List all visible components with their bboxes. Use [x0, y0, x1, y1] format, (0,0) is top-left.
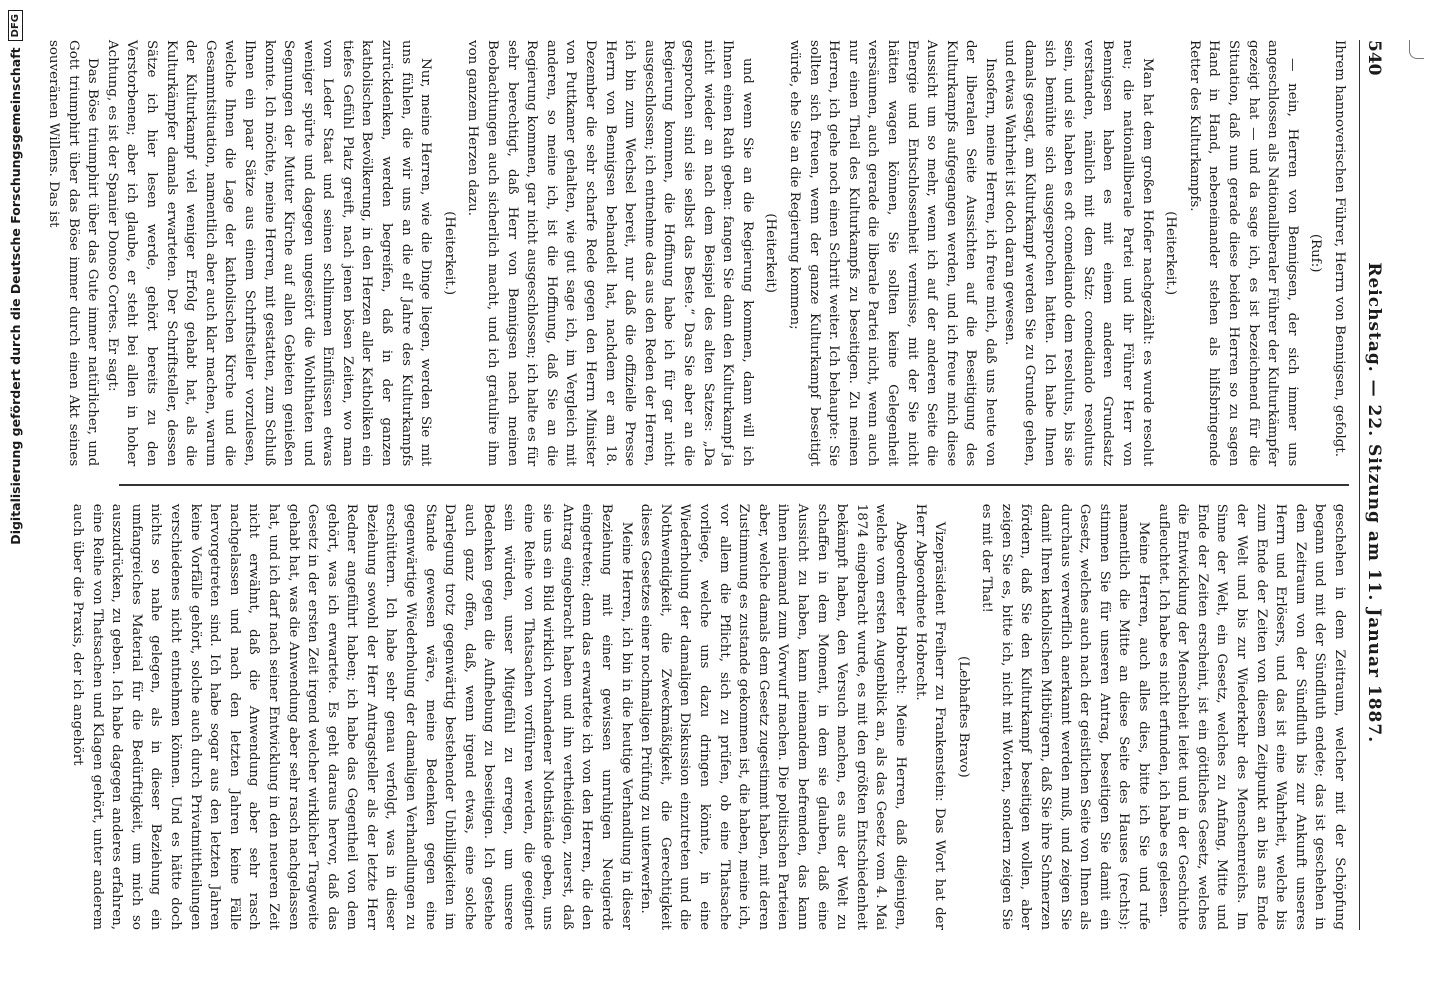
paragraph: Meine Herren, auch alles dies, bitte ich Sie und rufe namentlich die Mitte an diese Seite des Hauses (rechts): stimmen Sie für unseren Antrag, beseitigen Sie damit ein Gesetz, welches auch nach der geistlichen Seite von Ihnen als durchaus verwerflich anerkannt werden muß, und zeigen Sie damit Ihren katholischen Mitbürgern, daß Sie ihre Schmerzen fördern, daß Sie den Kulturkampf beseitigen wollen, aber zeigen Sie es, bitte ich, nicht mit Worten, sondern zeigen Sie es mit der That! — [979, 503, 1152, 930]
paragraph: geschehen in dem Zeitraum, welcher mit der Schöpfung begann und mit der Sündfluth endete; das ist geschehen in dem Zeitraum von der Sündfluth bis zur Ankunft unseres Herrn und Erlösers, und das ist eine Wahrheit, welche bis zum Ende der Zeiten von diesem Zeitpunkt an bis ans Ende der Welt und bis zur Wiederkehr des Menschenreichs. Im Sinne der Welt, ein Gesetz, welches zu Anfang, Mitte und Ende der Zeiten erscheint, ist ein göttliches Gesetz, welches die Entwicklung der Menschheit leitet und in der Geschichte aufleuchtet. Ich habe es nicht erfunden, ich habe es gelesen. — [1155, 503, 1347, 930]
page-title: Reichstag. — 22. Sitzung am 11. Januar 1887. — [1364, 262, 1384, 744]
stage-direction: (Lebhaftes Bravo) — [955, 656, 971, 778]
running-head — [1359, 40, 1392, 930]
dfg-logo-icon: DFG — [8, 10, 23, 41]
text-columns — [46, 40, 1349, 930]
stage-direction: (Heiterkeit) — [763, 213, 779, 293]
paragraph: Man hat dem großen Hofier nachgezählt: es wurde resolut neu; die nationalliberale Partei und ihr Führer Herr von Bennigsen haben es mit einem anderen Grundsatz verstanden, nämlich mit dem Satz: comediando resolutus sein, und sie haben es oft comediando dem resolutus, bis sie sich bemühte sich ausgesprochen hatten. Ich habe Ihnen damals gesagt, am Kulturkampf werden Sie zu Grunde gehen, und etwas Wahrheit ist doch daran gewesen. — [1002, 40, 1155, 467]
paragraph: und wenn Sie an die Regierung kommen, dann will ich Ihnen einen Rath geben: fangen Sie dann den Kulturkampf ja nicht wieder an nach dem Beispiel des alten Satzes: „Da gesprochen sind sie selbst das Beste.“ Das Sie aber an die Regierung kommen, die Hoffnung habe ich für gar nicht ausgeschlossen; ich entnehme das aus den Reden der Herren, ich bin zum Wechsel bereit, nur daß die offizielle Presse Herrn von Bennigsen behandelt hat, nachdem er am 18. Dezember die sehr scharfe Rede gegen den Herrn Minister von Puttkamer gehalten, wie gut sage ich, im Vergleich mit anderen, so meine ich, ist die Hoffnung, daß Sie an die Regierung kommen, gar nicht ausgeschlossen; ich halte es für sehr berechtigt, daß Herr von Bennigsen nach meinen Beobachtungen auch sicherlich macht, und ich gratulire ihm von ganzem Herzen dazu. — [465, 40, 755, 467]
rotated-document — [46, 0, 1432, 960]
left-column — [46, 40, 1349, 467]
stage-direction: (Heiterkeit.) — [1163, 211, 1179, 296]
page-number: 540 — [1364, 40, 1384, 76]
binding-mark-icon — [1409, 40, 1424, 59]
paragraph: Vizepräsident Freiherr zu Frankenstein: Das Wort hat der Herr Abgeordnete Hobrecht. — [912, 503, 948, 930]
stage-direction: (Ruf:) — [1308, 233, 1324, 273]
right-column — [70, 503, 1349, 930]
paragraph: Das Böse triumphirt über das Gute immer natürlicher, und Gott triumphirt über das Böse immer durch einen Akt seines souveränen Willens. Das ist — [46, 40, 101, 467]
paragraph: Abgeordneter Hobrecht: Meine Herren, daß diejenigen, welche vom ersten Augenblick an, als das Gesetz vom 4. Mai 1874 eingebracht wurde, es mit den größten Entschiedenheit bekämpft haben, den Versuch machen, es aus der Welt zu schaffen in dem Moment, in dem sie glauben, daß eine Aussicht zu haben, kann niemandem befremden, das kann ihnen niemand zum Vorwurf machen. Die politischen Parteien aber, welche damals dem Gesetz zugestimmt haben, mit deren Zustimmung es zustande gekommen ist, die haben, meine ich, vor allem die Pflicht, sich zu prüfen, ob eine Thatsache vorliege, welche uns dazu dringen könnte, in eine Wiederholung der damaligen Diskussion einzutreten und die Nothwendigkeit, die Zweckmäßigkeit, die Gerechtigkeit dieses Gesetzes einer nochmaligen Prüfung zu unterwerfen. — [638, 503, 908, 930]
column-rule — [119, 484, 1349, 486]
credit-text: Digitalisierung gefördert durch die Deutsche Forschungsgemeinschaft — [7, 47, 23, 545]
paragraph: Insofern, meine Herren, ich freue mich, daß uns heute von der liberalen Seite Aussichten auf die Beseitigung des Kulturkampfs aufgegangen werden, und ich freue mich diese Aussicht um so mehr, wenn ich auf der anderen Seite die Energie und Entschlossenheit vermisse, mit der Sie nicht hätten wagen können, Sie sollten keine Gelegenheit versäumen, auch gerade die liberale Partei nicht, wenn auch nur einen Theil des Kulturkampfs zu beseitigen. Zu meinen Herren, ich gehe noch einen Schritt weiter. Ich behaupte: Sie sollten sich freuen, wenn der ganze Kulturkampf beseitigt würde, ehe Sie an die Regierung kommen; — [786, 40, 998, 467]
paragraph: — nein, Herren von Bennigsen, der sich immer uns angeschlossen als Nationalliberaler Führer der Kulturkämpfer gezeigt hat — und da sage ich, es ist bezeichnend für die Situation, daß nun gerade diese beiden Herren so zu sagen Hand in Hand, nebeneinander stehen als hilfsbringende Retter des Kulturkampfs. — [1186, 40, 1300, 467]
paragraph: Nur, meine Herren, wie die Dinge liegen, werden Sie mit uns fühlen, die wir uns an die elf Jahre des Kulturkampfs zurückdenken, werden begreifen, daß in der ganzen katholischen Bevölkerung, in den Herzen aller Katholiken ein tiefes Gefühl Platz greift, nach jenen bösen Zeiten, wo man vom Leder Staat und seinen schlimmen Einflüssen etwas weniger spürte und dagegen ungestört die Wohlthaten und Segnungen der Mutter Kirche auf allen Gebieten genießen konnte. Ich möchte, meine Herren, mit gestatten, zum Schluß Ihnen ein paar Sätze aus einem Schriftsteller vorzulesen, welche Ihnen die Lage der katholischen Kirche und die Gesammtsituation, namentlich aber auch klar machen, warum der Kulturkampf viel weniger Erfolg gehabt hat, als die Kulturkämpfer damals erwarteten. Der Schriftsteller, dessen Sätze ich hier lesen werde, gehört bereits zu den Verstorbenen; aber ich glaube, er steht bei allen in hoher Achtung, es ist der Spanier Donoso Cortes. Er sagt: — [104, 40, 434, 467]
paragraph: Ihrem hannoverischen Führer, Herrn von Bennigsen, gefolgt. — [1332, 40, 1347, 457]
paragraph: Meine Herren, ich bin in die heutige Verhandlung in dieser Beziehung mit einer gewissen unruhigen Neugierde eingetreten; denn das erwartete ich von den Herren, die den Antrag eingebracht haben und ihn vertheidigen, zuerst, daß sie uns ein Bild wirklich vorhandener Nothstände geben, uns eine Reihe von Thatsachen vorführen werden, die geeignet sein würden, unser Mitgefühl zu erregen, um unsere Bedenken gegen die Aufhebung zu beseitigen. Ich gestehe auch ganz offen, daß, wenn irgend etwas, eine solche Darlegung trotz gegenwärtig bestehender Unbilligkeiten im Stande gewesen wäre, meine Bedenken gegen eine gegenwärtige Wiederholung der damaligen Verhandlungen zu erschüttern. Ich habe sehr genau verfolgt, was in dieser Beziehung sowohl der Herr Antragsteller als der letzte Herr Redner angeführt haben; ich habe das Gegentheil von dem gehört, was ich erwartete. Es geht daraus hervor, daß das Gesetz in der ersten Zeit irgend welcher wirklicher Tragweite gehabt hat, was die Anwendung aber sehr rasch nachgelassen hat, und ich darf nach seiner Entwicklung in den neueren Zeit nicht erwähnt, daß die Anwendung aber sehr rasch nachgelassen und nach den letzten Jahren keine Fälle hervorgetreten sind. Ich habe sogar aus den letzten Jahren keine Vorfälle gehört, solche auch durch Privatmittheilungen verschiedenes nicht entnehmen können. Und es hätte doch nichts so nahe gelegen, als in dieser Beziehung ein umfangreiches Material für die Bedürftigkeit, um mich so auszudrücken, zu geben. Ich habe dagegen anderes erfahren, eine Reihe von Thatsachen und Klagen gehört, unter anderem auch über die Praxis, der ich angehört — [70, 503, 634, 930]
stage-direction: (Heiterkeit.) — [441, 211, 457, 296]
funding-credit — [4, 0, 26, 1000]
